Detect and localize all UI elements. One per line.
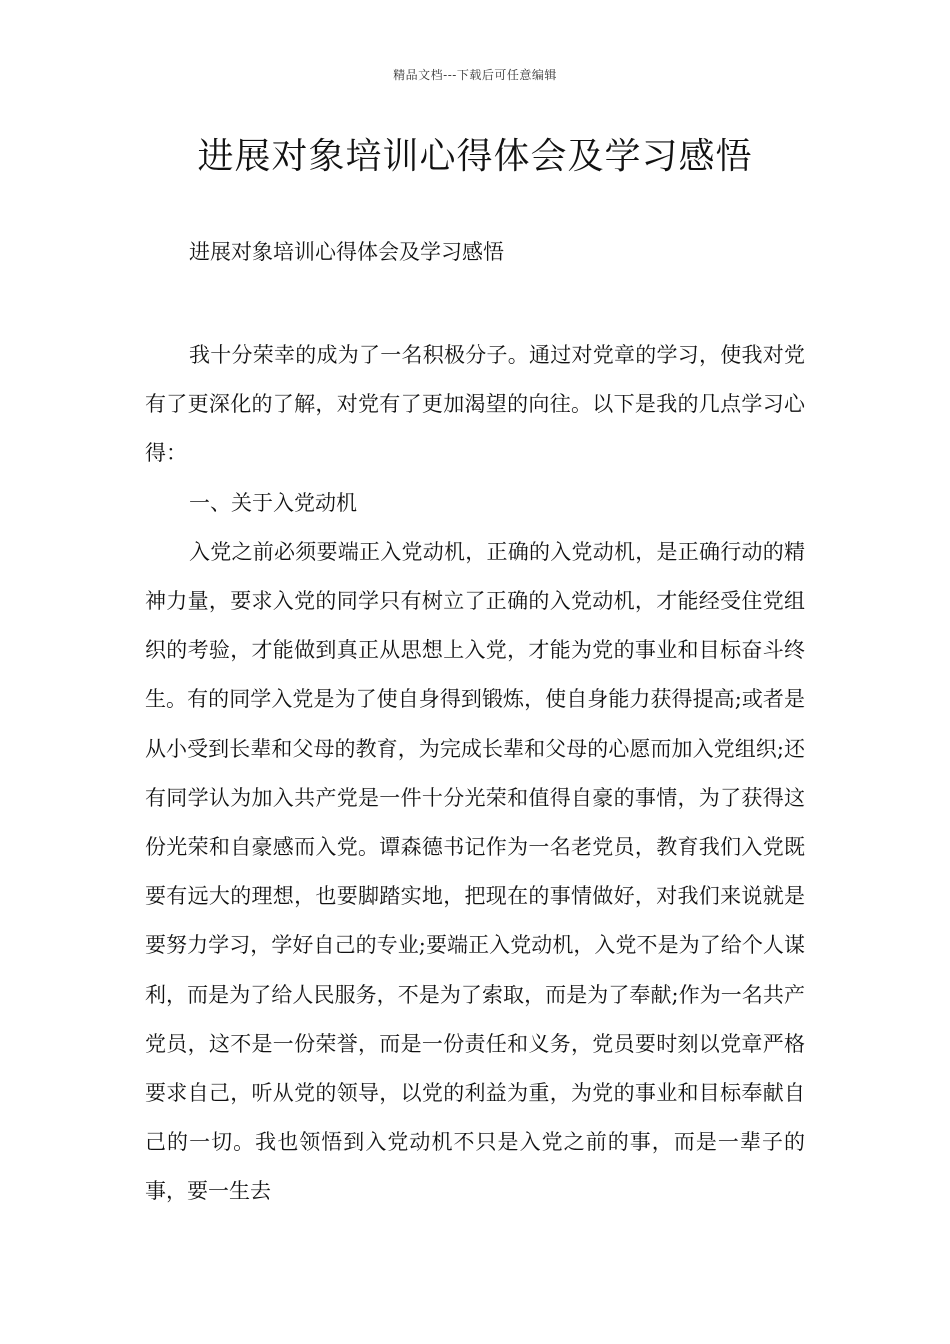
header-note: 精品文档---下载后可任意编辑 (393, 68, 557, 82)
section-heading: 一、关于入党动机 (189, 490, 357, 515)
document-subtitle: 进展对象培训心得体会及学习感悟 (189, 240, 504, 264)
paragraph-motivation: 入党之前必须要端正入党动机，正确的入党动机，是正确行动的精神力量，要求入党的同学只有树立了正确的入党动机，才能经受住党组织的考验，才能做到真正从思想上入党，才能为党的事业和目标奋斗终生。有的同学入党是为了使自身得到锻炼，使自身能力获得提高;或者是从小受到长辈和父母的教育，为完成长辈和父母的心愿而加入党组织;还有同学认为加入共产党是一件十分光荣和值得自豪的事情，为了获得这份光荣和自豪感而入党。谭森德书记作为一名老党员，教育我们入党既要有远大的理想，也要脚踏实地，把现在的事情做好，对我们来说就是要努力学习，学好自己的专业;要端正入党动机，入党不是为了给个人谋利，而是为了给人民服务，不是为了索取，而是为了奉献;作为一名共产党员，这不是一份荣誉，而是一份责任和义务，党员要时刻以党章严格要求自己，听从党的领导，以党的利益为重，为党的事业和目标奉献自己的一切。我也领悟到入党动机不只是入党之前的事，而是一辈子的事，要一生去 (145, 539, 805, 1204)
paragraph-intro: 我十分荣幸的成为了一名积极分子。通过对党章的学习，使我对党有了更深化的了解，对党有了更加渴望的向往。以下是我的几点学习心得： (145, 343, 805, 466)
document-body (145, 331, 805, 1217)
document-title: 进展对象培训心得体会及学习感悟 (197, 136, 753, 177)
